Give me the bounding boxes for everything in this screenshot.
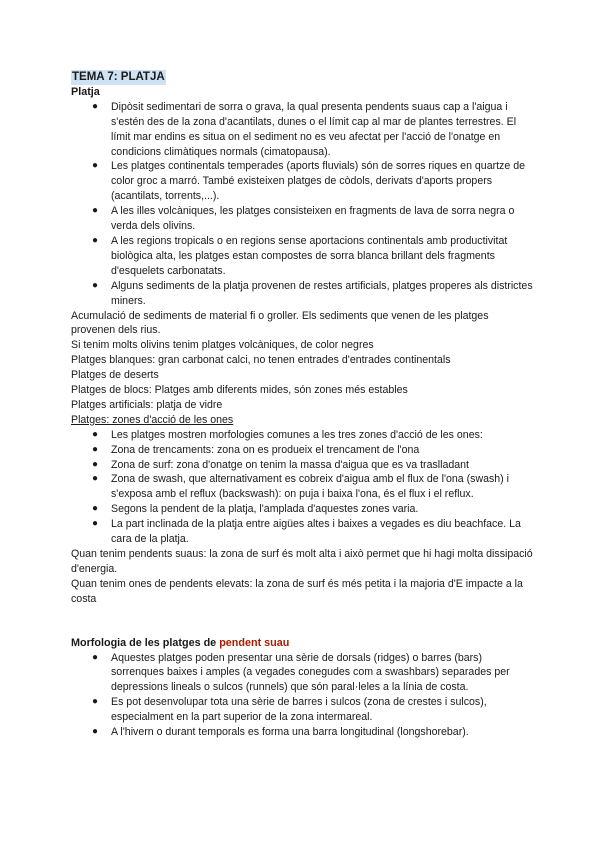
list-item: ● A l'hivern o durant temporals es forma una barra longitudinal (longshorebar). [92,726,469,739]
list-item: ● Les platges continentals temperades (aports fluvials) són de sorres riques en quartze de color groc a marró. També existeixen platges de còdols, derivats d'aports propers (acantilats, torrents,...). [92,160,525,203]
paragraph: Platges de blocs: Platges amb diferents mides, són zones més estables [71,384,408,397]
list-item: ● A les regions tropicals o en regions sense aportacions continentals amb productivitat biològica alta, les platges estan compostes de sorra blanca brillant dels fragments d'esquelets carbonatats. [92,234,508,277]
paragraph: Acumulació de sediments de material fi o groller. Els sediments que venen de les platges provenen dels rius. [71,309,489,337]
document-content [71,69,533,740]
bullet-icon: ● [92,279,99,291]
list-item: ● Dipòsit sedimentari de sorra o grava, la qual presenta pendents suaus cap a l'aigua i s'estén des de la zona d'acantilats, dunes o el límit cap al mar de plantes terrestres. El límit mar endins es situa on el sediment no es veu afectat per l'acció de l'onatge en condicions climàtiques normals (cimatopausa). [92,100,517,158]
list-item: ● La part inclinada de la platja entre aigües altes i baixes a vegades es diu beachface. La cara de la platja. [92,518,521,546]
bullet-icon: ● [92,443,99,455]
list-item: ● Zona de surf: zona d'onatge on tenim la massa d'aigua que es va traslladant [92,458,469,471]
paragraph: Platges de deserts [71,369,159,382]
section-heading-morfologia: Morfologia de les platges de pendent suau [71,636,290,649]
paragraph: Quan tenim ones de pendents elevats: la zona de surf és més petita i la majoria d'E impacte a la costa [71,577,523,605]
list-item: ● Segons la pendent de la platja, l'amplada d'aquestes zones varia. [92,503,419,516]
morfologia-bullet-list [71,651,533,740]
paragraph: Quan tenim pendents suaus: la zona de surf és molt alta i això permet que hi hagi molta dissipació d'energia. [71,548,533,575]
list-item: ● Les platges mostren morfologies comunes a les tres zones d'acció de les ones: [92,428,483,441]
platja-bullet-list [71,100,533,309]
heading-accent: pendent suau [219,636,290,649]
section-heading-platja: Platja [71,85,100,98]
bullet-icon: ● [92,696,99,708]
bullet-icon: ● [92,473,99,485]
list-item: ● Es pot desenvolupar tota una sèrie de barres i sulcos (zona de crestes i sulcos), especialment en la part superior de la zona intermareal. [92,696,487,724]
page-title: TEMA 7: PLATJA [72,71,165,83]
list-item: ● Aquestes platges poden presentar una sèrie de dorsals (ridges) o barres (bars) sorrenques baixes i amples (a vegades conegudes com a swashbars) separades per depressions lineals o sulcos (runnels) que són paral·leles a la línia de costa. [92,651,510,694]
list-item: ● Zona de trencaments: zona on es produeix el trencament de l'ona [92,443,420,456]
spacer [71,607,533,636]
zones-bullet-list [71,428,533,547]
paragraph: Si tenim molts olivins tenim platges volcàniques, de color negres [71,339,374,352]
list-item: ● Zona de swash, que alternativament es cobreix d'aigua amb el flux de l'ona (swash) i s'exposa amb el reflux (backswash): on puja i baixa l'ona, és el flux i el reflux. [92,473,509,501]
bullet-icon: ● [92,205,99,217]
bullet-icon: ● [92,458,99,470]
bullet-icon: ● [92,518,99,530]
bullet-icon: ● [92,160,99,172]
list-item: ● Alguns sediments de la platja provenen de restes artificials, platges properes als districtes miners. [92,279,533,307]
bullet-icon: ● [92,428,99,440]
bullet-icon: ● [92,100,99,112]
list-item: ● A les illes volcàniques, les platges consisteixen en fragments de lava de sorra negra o verda dels olivins. [92,205,515,233]
bullet-icon: ● [92,651,99,663]
section-heading-zones: Platges: zones d'acció de les ones [71,413,234,426]
bullet-icon: ● [92,503,99,515]
bullet-icon: ● [92,234,99,246]
paragraph: Platges artificials: platja de vidre [71,398,223,411]
bullet-icon: ● [92,726,99,738]
paragraph: Platges blanques: gran carbonat calci, no tenen entrades d'entrades continentals [71,354,451,367]
